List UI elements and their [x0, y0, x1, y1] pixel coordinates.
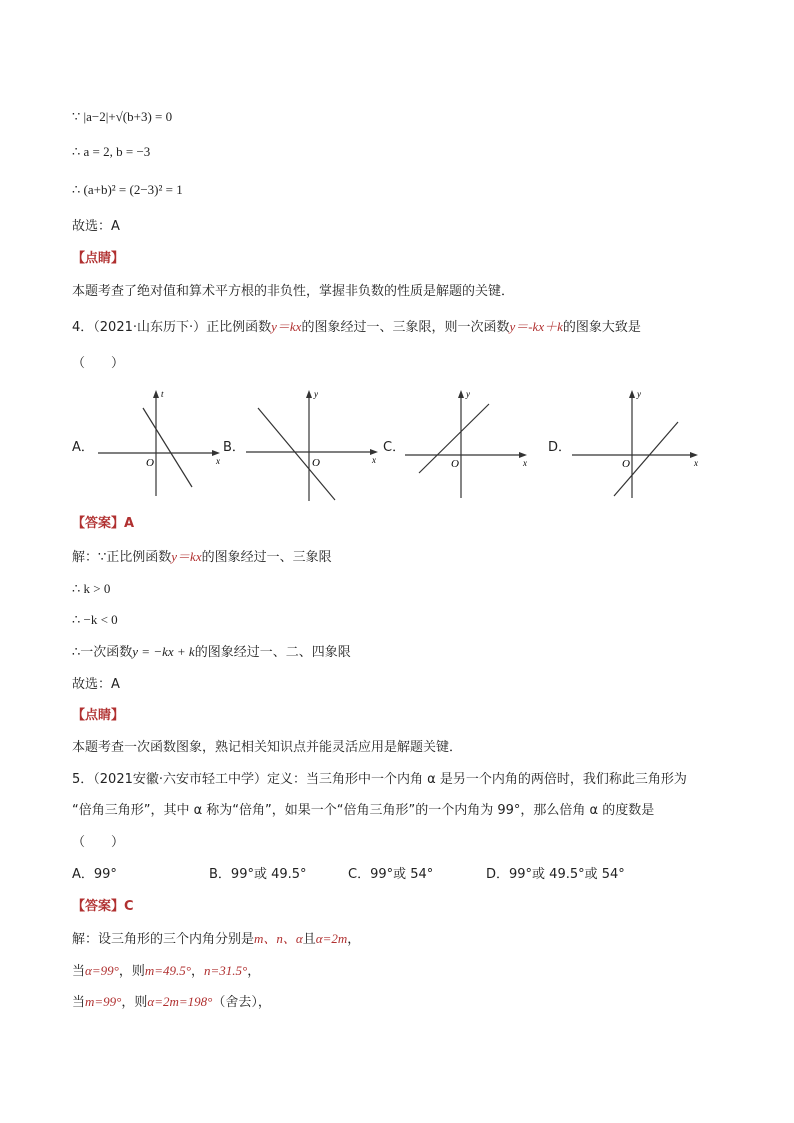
q5-sol3-eq2: α=2m=198°	[147, 994, 213, 1009]
q5-sol2-eq3: n=31.5°	[203, 963, 248, 978]
q4-answer-line: 故选：A	[72, 677, 120, 692]
x-axis-label: x	[372, 455, 376, 465]
prev-comment: 本题考查了绝对值和算术平方根的非负性，掌握非负数的性质是解题的关键．	[72, 284, 515, 299]
q4-stem	[72, 318, 641, 337]
q4-func-2: y＝-kx＋k	[509, 319, 563, 334]
q4-sol4-func: y = −kx + k	[132, 644, 195, 659]
q4-mid: 的图象经过一、三象限，则一次函数	[301, 320, 510, 335]
q5-sol2-mid: ，则	[118, 964, 145, 979]
q4-func-1: y＝kx	[271, 319, 302, 334]
q4-solution-line-4	[72, 643, 351, 662]
y-axis-label: t	[161, 389, 164, 399]
q4-solution-line-3: ∴ −k < 0	[72, 612, 118, 627]
q5-sol1-pre: 解：设三角形的三个内角分别是	[72, 932, 255, 947]
q5-sol1-end: ，	[347, 932, 361, 947]
q4-sol1-pre: 解：∵正比例函数	[72, 550, 172, 565]
y-axis-arrow	[153, 390, 159, 398]
q4-option-c-label: C．	[383, 440, 406, 455]
q5-sol1-vars: m、n、α	[254, 931, 303, 946]
y-axis-arrow	[306, 390, 312, 398]
q5-sol2-pre: 当	[72, 964, 86, 979]
q4-sol4-pre: ∴一次函数	[72, 645, 133, 660]
q5-sol3-end: （舍去），	[212, 995, 271, 1010]
q4-option-d-graph	[572, 384, 702, 500]
equation-result: ∴ (a+b)² = (2−3)² = 1	[72, 182, 183, 197]
q5-stem-line-1: 5．（2021安徽·六安市轻工中学）定义：当三角形中一个内角 α 是另一个内角的两倍时，我们称此三角形为	[72, 772, 687, 787]
y-axis-label: y	[637, 389, 641, 399]
q5-sol2-end: ，	[247, 964, 261, 979]
q5-option-d: D．99°或 49.5°或 54°	[486, 867, 625, 882]
y-axis-arrow	[629, 390, 635, 398]
origin-label: O	[451, 458, 459, 470]
q4-sol1-func: y＝kx	[171, 549, 202, 564]
q5-sol2-eq1: α=99°	[85, 963, 119, 978]
q4-option-a-label: A．	[72, 440, 94, 455]
equation-a-b-values: ∴ a = 2, b = −3	[72, 144, 151, 159]
q5-solution-line-3	[72, 993, 271, 1012]
q4-option-a-graph	[98, 384, 224, 500]
q5-paren: （ ）	[72, 835, 125, 850]
function-line	[143, 408, 192, 487]
q4-option-c-graph	[405, 384, 531, 500]
q4-dianjing-label: 【点睛】	[72, 708, 125, 723]
x-axis-label: x	[694, 458, 698, 468]
q4-option-d-label: D．	[548, 440, 572, 455]
y-axis-label: y	[314, 389, 318, 399]
q4-option-b-label: B．	[223, 440, 245, 455]
q4-paren: （ ）	[72, 356, 125, 371]
y-axis-arrow	[458, 390, 464, 398]
y-axis-label: y	[466, 389, 470, 399]
q5-sol2-sep: ，	[190, 964, 204, 979]
q5-option-b: B．99°或 49.5°	[209, 867, 307, 882]
prev-answer-line: 故选：A	[72, 219, 120, 234]
q5-sol2-eq2: m=49.5°	[144, 963, 191, 978]
q5-sol3-mid: ，则	[121, 995, 148, 1010]
prev-dianjing-label: 【点睛】	[72, 251, 125, 266]
q5-sol1-mid: 且	[302, 932, 316, 947]
q5-sol1-eq: α=2m	[315, 931, 348, 946]
q5-solution-line-2	[72, 962, 260, 981]
q4-answer-tag: 【答案】A	[72, 516, 135, 531]
q5-stem-line-2: “倍角三角形”，其中 α 称为“倍角”，如果一个“倍角三角形”的一个内角为 99°，那么倍角 α 的度数是	[72, 803, 655, 818]
x-axis-label: x	[216, 456, 220, 466]
q5-option-a: A．99°	[72, 867, 117, 882]
q4-sol4-post: 的图象经过一、二、四象限	[194, 645, 351, 660]
q4-solution-line-2: ∴ k > 0	[72, 581, 111, 596]
q4-solution-line-1	[72, 548, 332, 567]
q4-suffix: 的图象大致是	[562, 320, 641, 335]
function-line	[258, 408, 335, 500]
q5-sol3-pre: 当	[72, 995, 86, 1010]
q5-answer-tag: 【答案】C	[72, 899, 134, 914]
x-axis-label: x	[523, 458, 527, 468]
equation-abs-sqrt: ∵ |a−2|+√(b+3) = 0	[72, 109, 173, 124]
origin-label: O	[622, 458, 630, 470]
q5-option-c: C．99°或 54°	[348, 867, 434, 882]
q5-solution-line-1	[72, 930, 360, 949]
q5-sol3-eq1: m=99°	[85, 994, 122, 1009]
q4-prefix: 4．（2021·山东历下·）正比例函数	[72, 320, 272, 335]
q4-sol1-post: 的图象经过一、三象限	[201, 550, 332, 565]
origin-label: O	[312, 457, 320, 469]
origin-label: O	[146, 457, 154, 469]
q4-option-b-graph	[246, 384, 382, 504]
q4-comment: 本题考查一次函数图象，熟记相关知识点并能灵活应用是解题关键．	[72, 740, 463, 755]
